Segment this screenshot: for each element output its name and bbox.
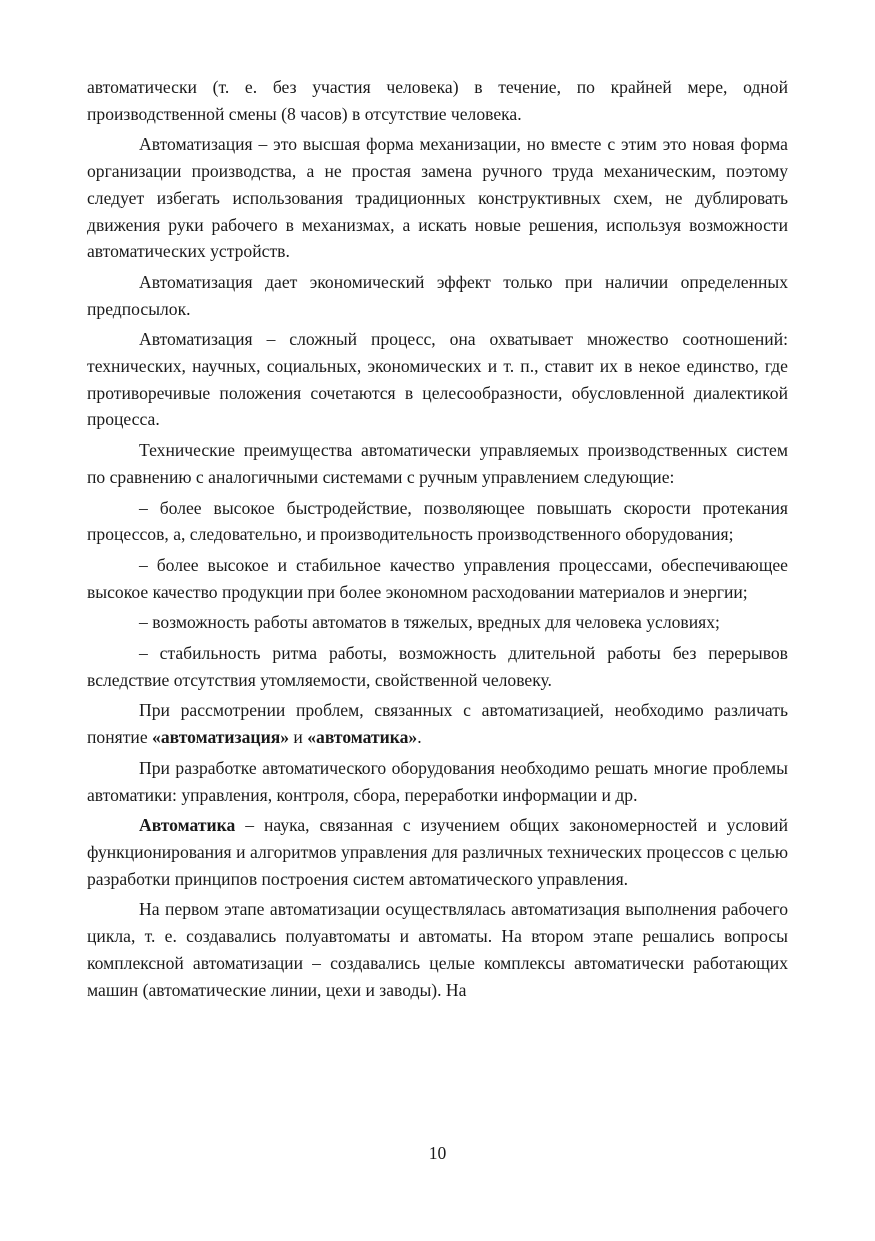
term-automation: «автоматизация» <box>152 727 290 748</box>
paragraph-technical-advantages: Технические преимущества автоматически управляемых производственных систем по сравнению с аналогичными системами с ручным управлением следующие: <box>87 440 788 487</box>
body-text <box>87 74 788 1003</box>
paragraph-automation-definition: Автоматизация – это высшая форма механизации, но вместе с этим это новая форма организации производства, а не простая замена ручного труда механическим, поэтому следует избегать использования традиционных конструктивных схем, не дублировать движения руки рабочего в механизмах, а искать новые решения, используя возможности автоматических устройств. <box>87 134 788 262</box>
paragraph-automatics-definition <box>87 812 788 892</box>
paragraph-continuation: автоматически (т. е. без участия человека) в течение, по крайней мере, одной производственной смены (8 часов) в отсутствие человека. <box>87 77 788 124</box>
list-item-quality: – более высокое и стабильное качество управления процессами, обеспечивающее высокое качество продукции при более экономном расходовании материалов и энергии; <box>87 554 788 602</box>
concepts-period: . <box>417 727 422 748</box>
paragraph-automation-stages: На первом этапе автоматизации осуществлялась автоматизация выполнения рабочего цикла, т. е. создавались полуавтоматы и автоматы. На втором этапе решались вопросы комплексной автоматизации – создавались целые комплексы автоматически работающих машин (автоматические линии, цехи и заводы). На <box>87 899 788 1000</box>
paragraph-equipment-development: При разработке автоматического оборудования необходимо решать многие проблемы автоматики: управления, контроля, сбора, переработки информации и др. <box>87 757 788 805</box>
term-automatics: «автоматика» <box>307 727 418 748</box>
paragraph-economic-effect: Автоматизация дает экономический эффект только при наличии определенных предпосылок. <box>87 271 788 319</box>
list-item-harsh-conditions: – возможность работы автоматов в тяжелых, вредных для человека условиях; <box>139 612 720 633</box>
page-number: 10 <box>428 1143 447 1163</box>
concepts-text: При рассмотрении проблем, связанных с автоматизацией, необходимо различать понятие <box>87 700 788 748</box>
paragraph-concepts <box>87 697 788 750</box>
paragraph-complex-process: Автоматизация – сложный процесс, она охватывает множество соотношений: технических, научных, социальных, экономических и т. п., ставит их в некое единство, где противоречивые положения сочетаются в целесообразности, обусловленной диалектикой процесса. <box>87 329 788 430</box>
concepts-conjunction: и <box>289 727 308 748</box>
term-automatics-heading: Автоматика <box>139 815 236 836</box>
list-item-speed: – более высокое быстродействие, позволяющее повышать скорости протекания процессов, а, следовательно, и производительность производственного оборудования; <box>87 497 788 545</box>
automatics-definition-text: – наука, связанная с изучением общих закономерностей и условий функционирования и алгоритмов управления для различных технических процессов с целью разработки принципов построения систем автоматического управления. <box>87 815 788 889</box>
list-item-stability: – стабильность ритма работы, возможность длительной работы без перерывов вследствие отсутствия утомляемости, свойственной человеку. <box>87 643 788 690</box>
